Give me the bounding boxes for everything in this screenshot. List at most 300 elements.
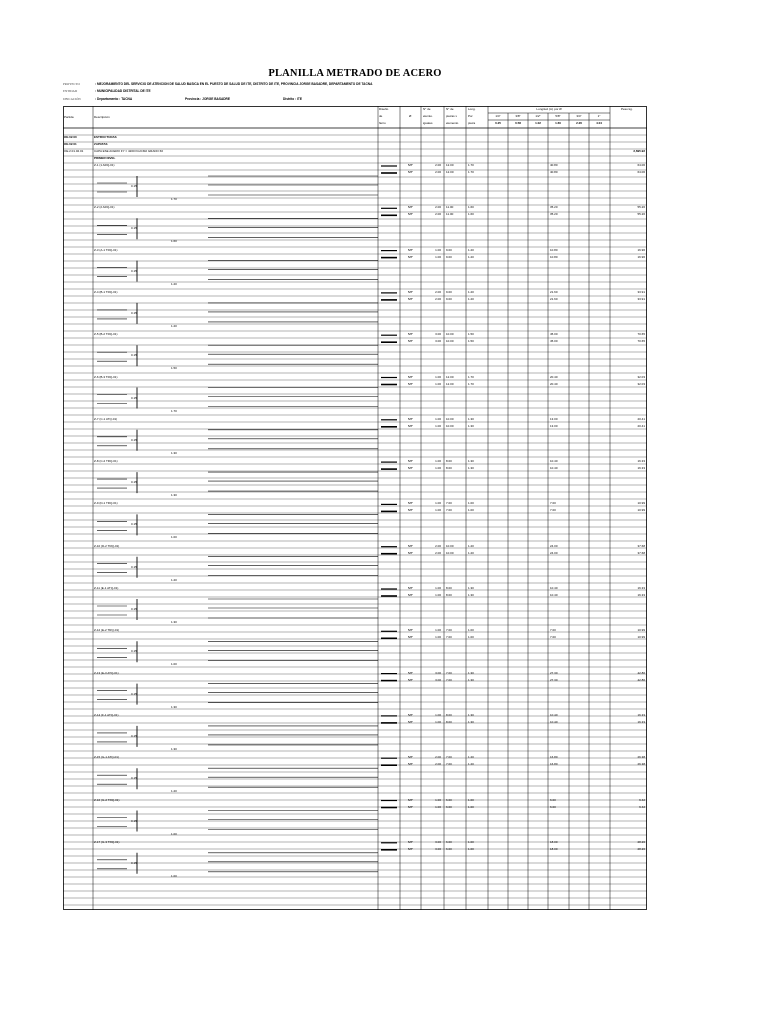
sketch-dim-horizontal: 1.20 bbox=[171, 577, 177, 582]
piece-length: 1.00 bbox=[468, 508, 474, 513]
bar-diameter: 5/8" bbox=[407, 332, 414, 337]
weight-kg: 28.26 bbox=[637, 839, 645, 844]
sketch-dim-horizontal: 1.30 bbox=[171, 704, 177, 709]
piece-count: 12.00 bbox=[446, 374, 454, 379]
piece-count: 8.00 bbox=[446, 459, 452, 464]
elem-count: 2.00 bbox=[435, 205, 441, 210]
piece-length: 1.70 bbox=[468, 374, 474, 379]
header-diam-5: 1" bbox=[597, 113, 601, 118]
elem-count: 3.00 bbox=[435, 670, 441, 675]
length-5-8: 35.20 bbox=[550, 205, 558, 210]
sketch-dim-horizontal: 1.00 bbox=[171, 831, 177, 836]
bar-diameter: 5/8" bbox=[407, 170, 414, 174]
bar-diameter: 5/8" bbox=[407, 839, 414, 844]
elem-count: 2.00 bbox=[435, 170, 441, 174]
sketch-dim-horizontal: 1.20 bbox=[171, 323, 177, 328]
bar-diameter: 5/8" bbox=[407, 719, 414, 724]
bar-diameter: 5/8" bbox=[407, 212, 414, 217]
header-weight-2: 1.02 bbox=[535, 120, 541, 125]
departamento-value: : Departamento : TACNA bbox=[95, 97, 133, 101]
bar-diameter: 5/8" bbox=[407, 374, 414, 379]
weight-kg: 55.26 bbox=[637, 205, 645, 210]
weight-kg: 16.33 bbox=[637, 466, 645, 471]
weight-kg: 9.42 bbox=[639, 804, 645, 809]
bar-diameter: 5/8" bbox=[407, 804, 414, 809]
length-5-8: 13.00 bbox=[550, 416, 558, 421]
piece-count: 12.00 bbox=[446, 163, 454, 167]
header-diametro: Ø bbox=[409, 114, 412, 118]
header-nelem-1: N° de bbox=[423, 107, 431, 111]
length-5-8: 7.00 bbox=[550, 508, 556, 513]
floor-label: PRIMER NIVEL bbox=[94, 156, 116, 160]
sketch-dim-vertical: 0.15 bbox=[131, 522, 137, 527]
header-descripcion: Descripción bbox=[94, 115, 110, 119]
piece-length: 1.30 bbox=[468, 466, 474, 471]
piece-count: 6.00 bbox=[446, 839, 452, 844]
length-5-8: 6.00 bbox=[550, 797, 556, 802]
piece-length: 1.20 bbox=[468, 543, 474, 548]
weight-kg: 32.03 bbox=[637, 374, 645, 379]
weight-kg: 28.26 bbox=[637, 846, 645, 851]
weight-kg: 16.33 bbox=[637, 712, 645, 717]
sketch-dim-vertical: 0.15 bbox=[131, 437, 137, 442]
header-weight-1: 0.58 bbox=[515, 120, 521, 125]
piece-count: 6.00 bbox=[446, 846, 452, 851]
elem-count: 2.00 bbox=[435, 550, 441, 555]
footing-name: Z-5 (B-2 TRQ-01) bbox=[94, 332, 118, 337]
proyecto-label: PROYECTO bbox=[63, 82, 80, 86]
proyecto-value: : MEJORAMIENTO DEL SERVICIO DE ATENCION DE SALUD BASICA EN EL PUESTO DE SALUD DE ITE, DISTRITO DE ITE, PROVINCIA JORGE BASADRE, DEPARTAMENTO DE TACNA bbox=[95, 82, 373, 86]
sketch-dim-horizontal: 1.20 bbox=[171, 281, 177, 286]
bar-diameter: 5/8" bbox=[407, 508, 414, 513]
footing-name: Z-12 (E-2 TRQ-01) bbox=[94, 628, 120, 633]
header-diseno-2: de bbox=[379, 114, 383, 118]
length-5-8: 10.80 bbox=[550, 247, 558, 252]
length-5-8: 10.40 bbox=[550, 586, 558, 590]
elem-count: 1.00 bbox=[435, 593, 441, 597]
elem-count: 2.00 bbox=[435, 762, 441, 767]
elem-count: 1.00 bbox=[435, 459, 441, 464]
elem-count: 3.00 bbox=[435, 677, 441, 682]
piece-count: 8.00 bbox=[446, 719, 452, 724]
bar-diameter: 5/8" bbox=[407, 423, 414, 428]
piece-count: 10.00 bbox=[446, 550, 454, 555]
elem-count: 3.00 bbox=[435, 332, 441, 337]
piece-count: 7.00 bbox=[446, 670, 452, 675]
section-total: 2,695.92 bbox=[633, 149, 645, 153]
sketch-dim-horizontal: 1.20 bbox=[171, 789, 177, 794]
elem-count: 2.00 bbox=[435, 755, 441, 760]
sketch-dim-vertical: 0.15 bbox=[131, 353, 137, 358]
piece-length: 1.20 bbox=[468, 289, 474, 294]
length-5-8: 21.60 bbox=[550, 296, 558, 301]
sketch-dim-vertical: 0.15 bbox=[131, 776, 137, 781]
bar-diameter: 5/8" bbox=[407, 459, 414, 464]
length-5-8: 10.40 bbox=[550, 593, 558, 597]
header-peso: Peso kg. bbox=[621, 107, 633, 111]
length-5-8: 40.80 bbox=[550, 170, 558, 174]
length-5-8: 24.00 bbox=[550, 550, 558, 555]
footing-name: Z-14 (F-1 ATQ-01) bbox=[94, 712, 119, 717]
weight-kg: 16.96 bbox=[637, 254, 645, 259]
piece-length: 1.30 bbox=[468, 586, 474, 590]
elem-count: 1.00 bbox=[435, 712, 441, 717]
length-5-8: 10.40 bbox=[550, 719, 558, 724]
header-diam-2: 1/2" bbox=[535, 113, 541, 118]
weight-kg: 64.06 bbox=[637, 163, 645, 167]
weight-kg: 9.42 bbox=[639, 797, 645, 802]
footing-name: Z-9 (D-1 TRQ-01) bbox=[94, 501, 118, 506]
bar-diameter: 5/8" bbox=[407, 247, 414, 252]
ubicacion-label: UBICACIÓN bbox=[63, 97, 81, 101]
elem-count: 1.00 bbox=[435, 501, 441, 506]
piece-count: 7.00 bbox=[446, 501, 452, 506]
piece-length: 1.00 bbox=[468, 846, 474, 851]
section-name-estructuras: ESTRUCTURAS bbox=[94, 135, 117, 139]
bar-diameter: 5/8" bbox=[407, 550, 414, 555]
sketch-dim-vertical: 0.15 bbox=[131, 818, 137, 823]
header-npiezas-1: N° de bbox=[446, 107, 454, 111]
section-code-estructuras: OE.02.00 bbox=[64, 135, 77, 139]
piece-length: 1.50 bbox=[468, 339, 474, 344]
section-name-zapatas: ZAPATAS bbox=[94, 142, 108, 146]
footing-name: Z-6 (B-3 TRQ-01) bbox=[94, 374, 118, 379]
sketch-dim-vertical: 0.15 bbox=[131, 691, 137, 696]
elem-count: 1.00 bbox=[435, 797, 441, 802]
piece-length: 1.00 bbox=[468, 628, 474, 633]
length-5-8: 7.00 bbox=[550, 501, 556, 506]
piece-count: 9.00 bbox=[446, 247, 452, 252]
elem-count: 1.00 bbox=[435, 804, 441, 809]
sketch-dim-horizontal: 1.30 bbox=[171, 493, 177, 498]
footing-name: Z-11 (E-1 ATQ-01) bbox=[94, 586, 119, 590]
table-grid bbox=[63, 106, 647, 910]
length-5-8: 24.00 bbox=[550, 543, 558, 548]
piece-count: 10.00 bbox=[446, 416, 454, 421]
piece-count: 7.00 bbox=[446, 677, 452, 682]
bar-diameter: 5/8" bbox=[407, 296, 414, 301]
sketch-dim-horizontal: 1.70 bbox=[171, 408, 177, 413]
elem-count: 1.00 bbox=[435, 508, 441, 513]
piece-length: 1.00 bbox=[468, 839, 474, 844]
bar-diameter: 5/8" bbox=[407, 163, 414, 167]
length-5-8: 6.00 bbox=[550, 804, 556, 809]
weight-kg: 10.99 bbox=[637, 628, 645, 633]
length-5-8: 10.40 bbox=[550, 459, 558, 464]
elem-count: 1.00 bbox=[435, 635, 441, 640]
footing-name: Z-17 (G-3 TRQ-01) bbox=[94, 839, 120, 844]
piece-length: 1.30 bbox=[468, 712, 474, 717]
header-long-group: Longitud (m) por Ø bbox=[536, 107, 562, 111]
footing-name: Z-15 (G-1 ATQ-01) bbox=[94, 755, 119, 760]
header-weight-3: 1.60 bbox=[555, 120, 561, 125]
elem-count: 2.00 bbox=[435, 296, 441, 301]
elem-count: 3.00 bbox=[435, 339, 441, 344]
sketch-dim-horizontal: 1.00 bbox=[171, 662, 177, 667]
weight-kg: 37.68 bbox=[637, 550, 645, 555]
piece-count: 12.00 bbox=[446, 170, 454, 174]
length-5-8: 40.80 bbox=[550, 163, 558, 167]
weight-kg: 10.99 bbox=[637, 508, 645, 513]
header-npiezas-2: piezas x bbox=[446, 114, 458, 118]
weight-kg: 16.33 bbox=[637, 586, 645, 590]
bar-diameter: 5/8" bbox=[407, 381, 414, 386]
elem-count: 1.00 bbox=[435, 381, 441, 386]
piece-count: 6.00 bbox=[446, 804, 452, 809]
footing-name: Z-4 (B-1 TRQ-01) bbox=[94, 289, 118, 294]
piece-length: 1.30 bbox=[468, 423, 474, 428]
piece-count: 6.00 bbox=[446, 797, 452, 802]
elem-count: 2.00 bbox=[435, 543, 441, 548]
piece-count: 7.00 bbox=[446, 635, 452, 640]
weight-kg: 32.03 bbox=[637, 381, 645, 386]
sketch-dim-vertical: 0.15 bbox=[131, 268, 137, 273]
elem-count: 1.00 bbox=[435, 247, 441, 252]
length-5-8: 16.80 bbox=[550, 755, 558, 760]
elem-count: 1.00 bbox=[435, 423, 441, 428]
piece-length: 1.00 bbox=[468, 797, 474, 802]
entidad-label: ENTIDAD bbox=[63, 89, 78, 93]
sketch-dim-horizontal: 1.50 bbox=[171, 366, 177, 371]
length-5-8: 35.20 bbox=[550, 212, 558, 217]
piece-length: 1.70 bbox=[468, 381, 474, 386]
header-diam-1: 3/8" bbox=[515, 113, 521, 118]
piece-length: 1.20 bbox=[468, 762, 474, 767]
bar-diameter: 5/8" bbox=[407, 797, 414, 802]
piece-count: 12.00 bbox=[446, 381, 454, 386]
sketch-dim-horizontal: 1.30 bbox=[171, 620, 177, 624]
sketch-dim-horizontal: 1.00 bbox=[171, 873, 177, 878]
weight-kg: 70.65 bbox=[637, 339, 645, 344]
piece-count: 11.00 bbox=[446, 205, 454, 210]
sketch-dim-vertical: 0.15 bbox=[131, 607, 137, 611]
piece-length: 1.00 bbox=[468, 804, 474, 809]
bar-diameter: 5/8" bbox=[407, 543, 414, 548]
entidad-value: : MUNICIPALIDAD DISTRITAL DE ITE bbox=[95, 89, 151, 93]
elem-count: 1.00 bbox=[435, 416, 441, 421]
page-title: PLANILLA METRADO DE ACERO bbox=[268, 68, 442, 79]
bar-diameter: 5/8" bbox=[407, 205, 414, 210]
header-nelem-2: elemto. bbox=[423, 114, 433, 118]
length-5-8: 21.60 bbox=[550, 289, 558, 294]
piece-length: 1.20 bbox=[468, 550, 474, 555]
weight-kg: 20.41 bbox=[637, 416, 645, 421]
table-border bbox=[64, 107, 647, 910]
piece-length: 1.00 bbox=[468, 501, 474, 506]
weight-kg: 42.86 bbox=[637, 670, 645, 675]
piece-count: 8.00 bbox=[446, 586, 452, 590]
weight-kg: 26.38 bbox=[637, 755, 645, 760]
elem-count: 1.00 bbox=[435, 254, 441, 259]
elem-count: 1.00 bbox=[435, 586, 441, 590]
piece-count: 10.00 bbox=[446, 543, 454, 548]
header-partida: Partida bbox=[64, 115, 74, 119]
length-5-8: 20.40 bbox=[550, 374, 558, 379]
header-diseno-1: Diseño bbox=[379, 107, 389, 111]
length-5-8: 7.00 bbox=[550, 628, 556, 633]
sketch-dim-horizontal: 1.60 bbox=[171, 239, 177, 244]
bar-diameter: 5/8" bbox=[407, 755, 414, 760]
piece-length: 1.60 bbox=[468, 212, 474, 217]
piece-count: 9.00 bbox=[446, 254, 452, 259]
weight-kg: 33.91 bbox=[637, 289, 645, 294]
piece-length: 1.70 bbox=[468, 170, 474, 174]
footing-name: Z-1 (1 ARQ-01) bbox=[94, 163, 115, 167]
piece-count: 10.00 bbox=[446, 332, 454, 337]
bar-diameter: 5/8" bbox=[407, 289, 414, 294]
weight-kg: 16.33 bbox=[637, 459, 645, 464]
elem-count: 1.00 bbox=[435, 719, 441, 724]
piece-count: 9.00 bbox=[446, 289, 452, 294]
piece-length: 1.30 bbox=[468, 719, 474, 724]
bar-diameter: 5/8" bbox=[407, 628, 414, 633]
sketch-dim-horizontal: 1.70 bbox=[171, 197, 177, 201]
weight-kg: 33.91 bbox=[637, 296, 645, 301]
sketch-dim-vertical: 0.15 bbox=[131, 184, 137, 188]
sketch-dim-vertical: 0.15 bbox=[131, 860, 137, 865]
footing-name: Z-7 (C-1 ATQ-01) bbox=[94, 416, 118, 421]
weight-kg: 42.86 bbox=[637, 677, 645, 682]
header-weight-0: 0.25 bbox=[495, 120, 501, 125]
piece-count: 11.00 bbox=[446, 212, 454, 217]
sketch-dim-vertical: 0.15 bbox=[131, 564, 137, 569]
bar-diameter: 5/8" bbox=[407, 712, 414, 717]
header-weight-5: 4.04 bbox=[596, 120, 602, 125]
piece-length: 1.30 bbox=[468, 593, 474, 597]
bar-diameter: 5/8" bbox=[407, 593, 414, 597]
piece-length: 1.20 bbox=[468, 254, 474, 259]
piece-count: 8.00 bbox=[446, 466, 452, 471]
piece-length: 1.20 bbox=[468, 247, 474, 252]
elem-count: 1.00 bbox=[435, 374, 441, 379]
piece-count: 7.00 bbox=[446, 755, 452, 760]
bar-diameter: 5/8" bbox=[407, 586, 414, 590]
weight-kg: 16.96 bbox=[637, 247, 645, 252]
header-nelem-3: iguales bbox=[423, 121, 433, 125]
length-5-8: 7.00 bbox=[550, 635, 556, 640]
header-npiezas-3: elemento bbox=[446, 121, 459, 125]
weight-kg: 26.38 bbox=[637, 762, 645, 767]
bar-diameter: 5/8" bbox=[407, 762, 414, 767]
section-code-zapatas: OE.02.01 bbox=[64, 142, 77, 146]
section-name-acero: CAPA ESE ACERO FY = 4200 KG/CM2 GRADO 60 bbox=[94, 149, 163, 153]
bar-diameter: 5/8" bbox=[407, 254, 414, 259]
piece-count: 7.00 bbox=[446, 628, 452, 633]
weight-kg: 37.68 bbox=[637, 543, 645, 548]
piece-length: 1.30 bbox=[468, 670, 474, 675]
footing-name: Z-10 (D-2 TRQ-01) bbox=[94, 543, 120, 548]
footing-name: Z-3 (A-1 TRQ-01) bbox=[94, 247, 118, 252]
header-weight-4: 2.26 bbox=[576, 120, 582, 125]
header-diam-4: 3/4" bbox=[576, 113, 582, 118]
footing-name: Z-16 (G-2 TRQ-01) bbox=[94, 797, 120, 802]
footing-name: Z-13 (E-3 ATQ-01) bbox=[94, 670, 119, 675]
sketch-dim-vertical: 0.15 bbox=[131, 733, 137, 738]
elem-count: 2.00 bbox=[435, 212, 441, 217]
length-5-8: 27.30 bbox=[550, 670, 558, 675]
sketch-dim-vertical: 0.15 bbox=[131, 226, 137, 231]
piece-length: 1.30 bbox=[468, 416, 474, 421]
bar-diameter: 5/8" bbox=[407, 466, 414, 471]
length-5-8: 13.00 bbox=[550, 423, 558, 428]
header-diam-0: 1/4" bbox=[495, 113, 501, 118]
elem-count: 3.00 bbox=[435, 839, 441, 844]
weight-kg: 55.26 bbox=[637, 212, 645, 217]
elem-count: 2.00 bbox=[435, 289, 441, 294]
distrito-value: Distrito : ITE bbox=[283, 97, 302, 101]
piece-count: 8.00 bbox=[446, 593, 452, 597]
bar-diameter: 5/8" bbox=[407, 635, 414, 640]
weight-kg: 64.06 bbox=[637, 170, 645, 174]
piece-length: 1.20 bbox=[468, 755, 474, 760]
bar-diameter: 5/8" bbox=[407, 416, 414, 421]
header-long-2: Por bbox=[468, 114, 473, 118]
length-5-8: 10.80 bbox=[550, 254, 558, 259]
piece-count: 7.00 bbox=[446, 762, 452, 767]
piece-length: 1.30 bbox=[468, 459, 474, 464]
sketch-dim-vertical: 0.15 bbox=[131, 480, 137, 485]
piece-count: 7.00 bbox=[446, 508, 452, 513]
elem-count: 2.00 bbox=[435, 163, 441, 167]
piece-length: 1.00 bbox=[468, 635, 474, 640]
sketch-dim-horizontal: 1.00 bbox=[171, 535, 177, 540]
length-5-8: 18.00 bbox=[550, 839, 558, 844]
length-5-8: 27.30 bbox=[550, 677, 558, 682]
piece-length: 1.60 bbox=[468, 205, 474, 210]
length-5-8: 20.40 bbox=[550, 381, 558, 386]
piece-length: 1.70 bbox=[468, 163, 474, 167]
header-long-3: pieza bbox=[468, 121, 476, 125]
footing-name: Z-2 (2 ARQ-01) bbox=[94, 205, 115, 210]
length-5-8: 16.80 bbox=[550, 762, 558, 767]
sketch-dim-vertical: 0.15 bbox=[131, 649, 137, 654]
footing-name: Z-8 (C-2 TRQ-01) bbox=[94, 459, 118, 464]
length-5-8: 45.00 bbox=[550, 339, 558, 344]
bar-diameter: 5/8" bbox=[407, 846, 414, 851]
weight-kg: 16.33 bbox=[637, 593, 645, 597]
elem-count: 1.00 bbox=[435, 628, 441, 633]
sketch-dim-horizontal: 1.30 bbox=[171, 450, 177, 455]
bar-diameter: 5/8" bbox=[407, 670, 414, 675]
elem-count: 1.00 bbox=[435, 466, 441, 471]
weight-kg: 10.99 bbox=[637, 501, 645, 506]
piece-length: 1.20 bbox=[468, 296, 474, 301]
piece-count: 10.00 bbox=[446, 423, 454, 428]
header-diam-3: 5/8" bbox=[555, 113, 561, 118]
piece-count: 10.00 bbox=[446, 339, 454, 344]
length-5-8: 18.00 bbox=[550, 846, 558, 851]
steel-takeoff-table bbox=[63, 106, 647, 910]
elem-count: 3.00 bbox=[435, 846, 441, 851]
piece-length: 1.30 bbox=[468, 677, 474, 682]
piece-length: 1.50 bbox=[468, 332, 474, 337]
sketch-dim-vertical: 0.15 bbox=[131, 395, 137, 400]
section-code-acero: OE.2.01.02.01 bbox=[64, 149, 84, 153]
bar-diameter: 5/8" bbox=[407, 501, 414, 506]
header-long-1: Long. bbox=[468, 107, 476, 111]
header-diseno-3: fierro bbox=[379, 121, 386, 125]
length-5-8: 45.00 bbox=[550, 332, 558, 337]
weight-kg: 16.33 bbox=[637, 719, 645, 724]
sketch-dim-vertical: 0.15 bbox=[131, 310, 137, 315]
bar-diameter: 5/8" bbox=[407, 339, 414, 344]
bar-diameter: 5/8" bbox=[407, 677, 414, 682]
weight-kg: 10.99 bbox=[637, 635, 645, 640]
length-5-8: 10.40 bbox=[550, 466, 558, 471]
sketch-dim-horizontal: 1.30 bbox=[171, 746, 177, 751]
piece-count: 8.00 bbox=[446, 712, 452, 717]
provincia-value: Provincia : JORGE BASADRE bbox=[185, 97, 230, 101]
